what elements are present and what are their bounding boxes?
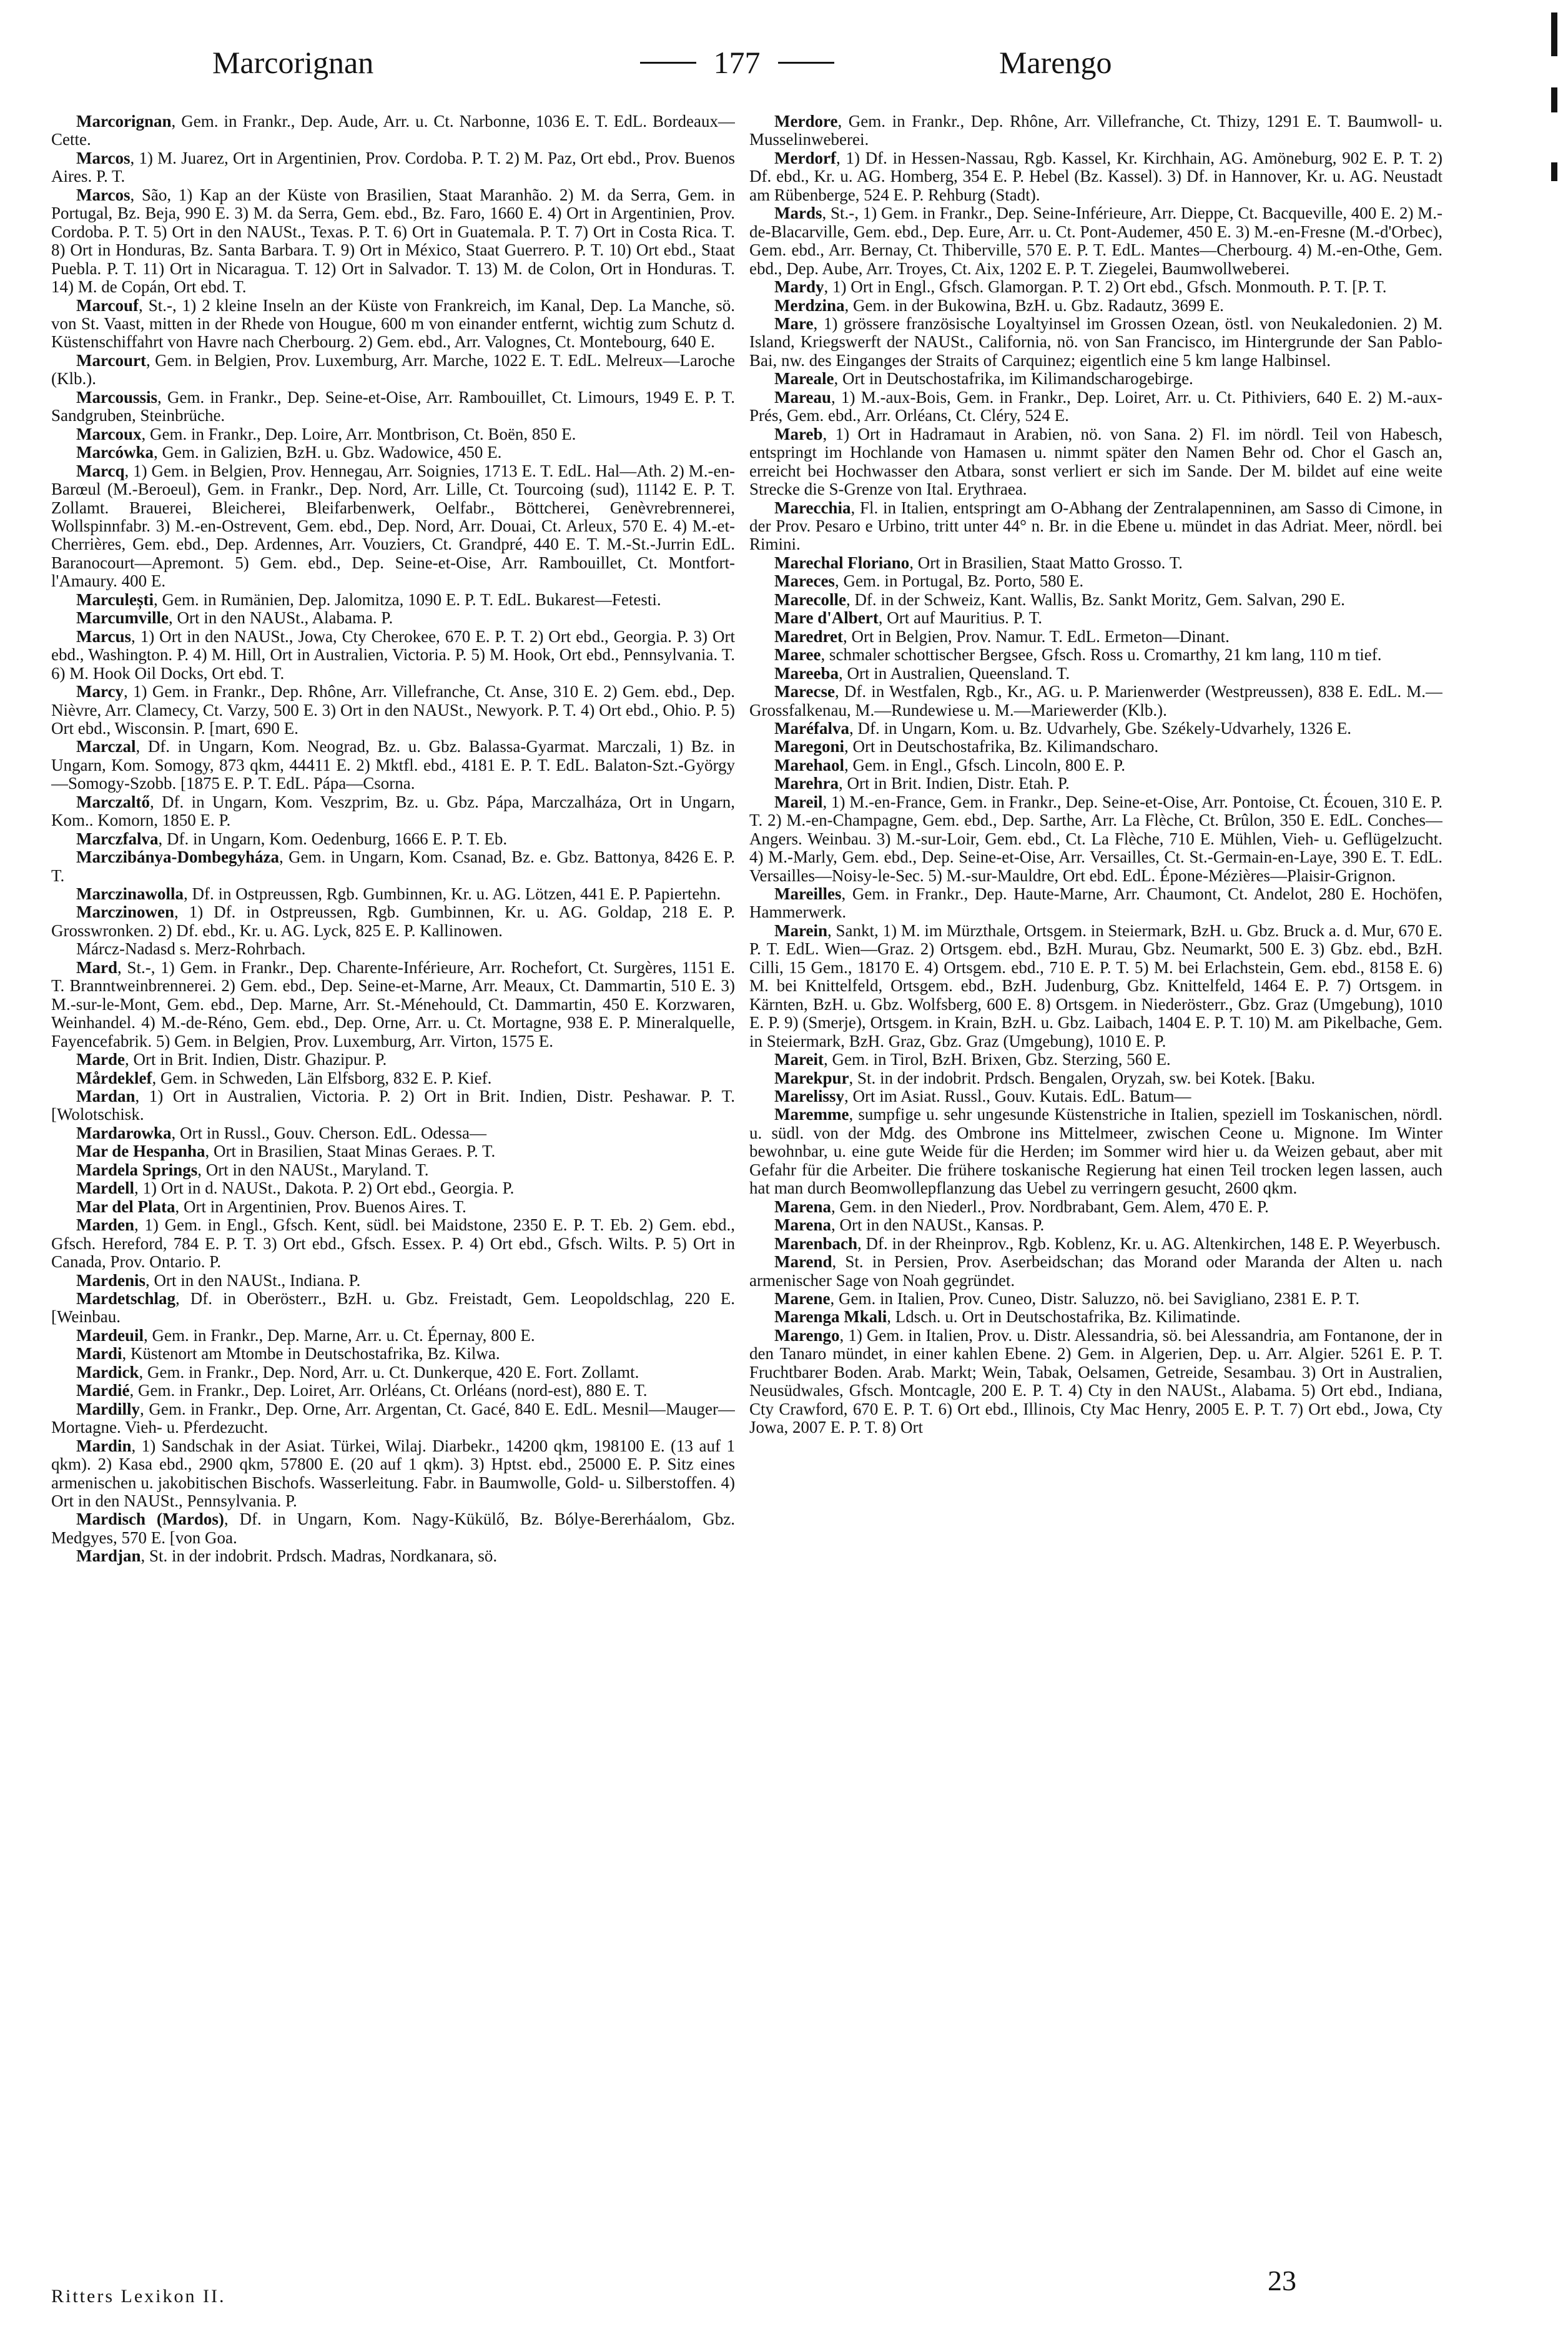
- dictionary-entry: Marczibánya-Dombegyháza, Gem. in Ungarn, Kom. Csanad, Bz. e. Gbz. Battonya, 8426 E. P. T.: [51, 848, 735, 885]
- dictionary-entry: Marculești, Gem. in Rumänien, Dep. Jalomitza, 1090 E. P. T. EdL. Bukarest—Fetesti.: [76, 590, 661, 609]
- dictionary-entry: Márcz-Nadasd s. Merz-Rohrbach.: [76, 939, 306, 959]
- dictionary-entry: Marcoux, Gem. in Frankr., Dep. Loire, Arr. Montbrison, Ct. Boën, 850 E.: [76, 424, 576, 443]
- dictionary-entry: Marczal, Df. in Ungarn, Kom. Neograd, Bz. u. Gbz. Balassa-Gyarmat. Marczali, 1) Bz. in Ungarn, Kom. Somogy, 873 qkm, 44411 E. 2) Mktfl. ebd., 4181 E. P. T. EdL. Balaton-Szt.-György—Somogy-Szobb. [1875 E. P. T. EdL. Pápa—Csorna.: [51, 737, 735, 793]
- dictionary-entry: Marcourt, Gem. in Belgien, Prov. Luxemburg, Arr. Marche, 1022 E. T. EdL. Melreux—Laroche (Klb.).: [51, 350, 735, 388]
- dictionary-entry: Marcq, 1) Gem. in Belgien, Prov. Hennegau, Arr. Soignies, 1713 E. T. EdL. Hal—Ath. 2) M.-en-Barœul (M.-Beroeul), Gem. in Frankr., Dep. Nord, Arr. Lille, Ct. Tourcoing (sud), 11142 E. P. T. Zollamt. Brauerei, Bleicherei, Bleifarbenwerk, Oelfabr., Böttcherei, Genèvrebrennerei, Wollspinnfabr. 3) M.-en-Ostrevent, Gem. ebd., Dep. Nord, Arr. Douai, Ct. Arleux, 570 E. 4) M.-et-Cherrières, Gem. ebd., Dep. Ardennes, Arr. Vouziers, Ct. Grandpré, 440 E. T. M.-St.-Jurrin EdL. Baranocourt—Apremont. 5) Gem. ebd., Dep. Seine-et-Oise, Arr. Rambouillet, Ct. Montfort-l'Amaury. 400 E.: [51, 461, 735, 591]
- dictionary-entry: Mardarowka, Ort in Russl., Gouv. Cherson. EdL. Odessa—: [76, 1123, 486, 1142]
- dictionary-entry: Maréfalva, Df. in Ungarn, Kom. u. Bz. Udvarhely, Gbe. Székely-Udvarhely, 1326 E.: [774, 718, 1352, 738]
- dictionary-entry: Mardick, Gem. in Frankr., Dep. Nord, Arr. u. Ct. Dunkerque, 420 E. Fort. Zollamt.: [76, 1362, 639, 1382]
- dictionary-entry: Marcouf, St.-, 1) 2 kleine Inseln an der Küste von Frankreich, im Kanal, Dep. La Manche, sö. von St. Vaast, mitten in der Rhede von Hougue, 600 m von einander entfernt, wichtig zum Schutz d. Küstenschiffahrt von Havre nach Cherbourg. 2) Gem. ebd., Arr. Valognes, Ct. Montebourg, 640 E.: [51, 295, 735, 352]
- running-head-right: Marengo: [999, 45, 1112, 80]
- dictionary-entry: Mareit, Gem. in Tirol, BzH. Brixen, Gbz. Sterzing, 560 E.: [774, 1050, 1171, 1069]
- left-column: [51, 112, 735, 2261]
- dictionary-entry: Marczfalva, Df. in Ungarn, Kom. Oedenburg, 1666 E. P. T. Eb.: [76, 829, 508, 848]
- header-rule-right: [778, 62, 834, 64]
- dictionary-entry: Maredret, Ort in Belgien, Prov. Namur. T. EdL. Ermeton—Dinant.: [774, 626, 1230, 646]
- dictionary-entry: Marena, Gem. in den Niederl., Prov. Nordbrabant, Gem. Alem, 470 E. P.: [774, 1197, 1269, 1216]
- dictionary-entry: Mards, St.-, 1) Gem. in Frankr., Dep. Seine-Inférieure, Arr. Dieppe, Ct. Bacqueville, 400 E. 2) M.-de-Blacarville, Gem. ebd., Dep. Eure, Arr. u. Ct. Pont-Audemer, 450 E. 3) M.-en-Fresne (M.-d'Orbec), Gem. ebd., Arr. Bernay, Ct. Thiberville, 570 E. P. T. EdL. Mantes—Cherbourg. 4) M.-en-Othe, Gem. ebd., Dep. Aube, Arr. Troyes, Ct. Aix, 1202 E. P. T. Ziegelei, Baumwollweberei.: [749, 204, 1442, 278]
- dictionary-entry: Mareale, Ort in Deutschostafrika, im Kilimandscharogebirge.: [774, 369, 1193, 388]
- dictionary-entry: Mareau, 1) M.-aux-Bois, Gem. in Frankr., Dep. Loiret, Arr. u. Ct. Pithiviers, 640 E. 2) M.-aux-Prés, Gem. ebd., Arr. Orléans, Ct. Cléry, 524 E.: [749, 387, 1442, 425]
- dictionary-entry: Marengo, 1) Gem. in Italien, Prov. u. Distr. Alessandria, sö. bei Alessandria, am Fontanone, der in den Tanaro mündet, in einer kahlen Ebene. 2) Gem. in Algerien, Dep. u. Arr. Algier. 5261 E. P. T. Fruchtbarer Boden. Arab. Markt; Wein, Tabak, Oelsamen, Getreide, Sesambau. 3) Ort in Australien, Neusüdwales, Gfsch. Montcagle, 200 E. P. T. 4) Cty in den NAUSt., Alabama. 5) Ort ebd., Indiana, Cty Crawford, 670 E. P. T. 6) Ort ebd., Illinois, Cty Mac Henry, 2005 E. P. T. 7) Ort ebd., Jowa, Cty Jowa, 2007 E. P. T. 8) Ort: [749, 1325, 1442, 1437]
- footer-signature: Ritters Lexikon II.: [51, 2286, 226, 2307]
- running-head-left: Marcorignan: [212, 45, 374, 80]
- dictionary-entry: Mar del Plata, Ort in Argentinien, Prov. Buenos Aires. T.: [76, 1197, 466, 1216]
- dictionary-entry: Merdzina, Gem. in der Bukowina, BzH. u. Gbz. Radautz, 3699 E.: [774, 295, 1224, 315]
- dictionary-entry: Marecchia, Fl. in Italien, entspringt am O-Abhang der Zentralapenninen, am Sasso di Cimone, in der Prov. Pesaro e Urbino, tritt unter 44° n. Br. in die Ebene u. mündet in das Adriat. Meer, nördl. bei Rimini.: [749, 498, 1442, 554]
- dictionary-entry: Mardy, 1) Ort in Engl., Gfsch. Glamorgan. P. T. 2) Ort ebd., Gfsch. Monmouth. P. T. [P. T.: [774, 277, 1387, 297]
- dictionary-entry: Marein, Sankt, 1) M. im Mürzthale, Ortsgem. in Steiermark, BzH. u. Gbz. Bruck a. d. Mur, 670 E. P. T. EdL. Wien—Graz. 2) Ortsgem. ebd., BzH. Murau, Gbz. Neumarkt, 500 E. 3) Gbz. ebd., BzH. Cilli, 15 Gem., 18170 E. 4) Ortsgem. ebd., 710 E. P. T. 5) M. bei Erlachstein, Gem. ebd., 8158 E. 6) M. bei Knittelfeld, Ortsgem. ebd., BzH. Judenburg, Gbz. Knittelfeld, 1464 E. P. 7) Ortsgem. in Kärnten, BzH. u. Gbz. Wolfsberg, 600 E. 8) Ortsgem. in Niederösterr., Gbz. Graz (Umgebung), 1010 E. P. 9) (Smerje), Ortsgem. in Krain, BzH. u. Gbz. Laibach, 1404 E. P. T. 10) M. am Pikelbache, Gem. in Steiermark, BzH. Graz, Gbz. Graz (Umgebung), 1010 E. P.: [749, 921, 1442, 1051]
- dictionary-entry: Mardi, Küstenort am Mtombe in Deutschostafrika, Bz. Kilwa.: [76, 1344, 500, 1363]
- dictionary-entry: Marczinowen, 1) Df. in Ostpreussen, Rgb. Gumbinnen, Kr. u. AG. Goldap, 218 E. P. Grosswronken. 2) Df. ebd., Kr. u. AG. Lyck, 825 E. P. Kallinowen.: [51, 902, 735, 940]
- dictionary-entry: Marend, St. in Persien, Prov. Aserbeidschan; das Morand oder Maranda der Alten u. nach armenischer Sage von Noah gegründet.: [749, 1252, 1442, 1290]
- dictionary-entry: Marecse, Df. in Westfalen, Rgb., Kr., AG. u. P. Marienwerder (Westpreussen), 838 E. EdL. M.—Grossfalkenau, M.—Rundewiese u. M.—Mariewerder (Klb.).: [749, 682, 1442, 719]
- page-number-block: [587, 44, 887, 81]
- dictionary-entry: Mardilly, Gem. in Frankr., Dep. Orne, Arr. Argentan, Ct. Gacé, 840 E. EdL. Mesnil—Mauger—Mortagne. Vieh- u. Pferdezucht.: [51, 1399, 735, 1437]
- dictionary-entry: Marde, Ort in Brit. Indien, Distr. Ghazipur. P.: [76, 1050, 387, 1069]
- dictionary-entry: Marcumville, Ort in den NAUSt., Alabama. P.: [76, 608, 393, 628]
- dictionary-entry: Mare d'Albert, Ort auf Mauritius. P. T.: [774, 608, 1042, 628]
- dictionary-entry: Marcus, 1) Ort in den NAUSt., Jowa, Cty Cherokee, 670 E. P. T. 2) Ort ebd., Georgia. P. 3) Ort ebd., Washington. P. 4) M. Hill, Ort in Australien, Victoria. P. 5) M. Hook, Ort ebd., Pennsylvania. T. 6) M. Hook Oil Docks, Ort ebd. T.: [51, 626, 735, 683]
- dictionary-entry: Marenga Mkali, Ldsch. u. Ort in Deutschostafrika, Bz. Kilimatinde.: [774, 1307, 1241, 1327]
- dictionary-entry: Mareeba, Ort in Australien, Queensland. T.: [774, 663, 1070, 683]
- dictionary-entry: Marcy, 1) Gem. in Frankr., Dep. Rhône, Arr. Villefranche, Ct. Anse, 310 E. 2) Gem. ebd., Dep. Nièvre, Arr. Clamecy, Ct. Varzy, 500 E. 3) Ort in den NAUSt., Newyork. P. T. 4) Ort ebd., Ohio. P. 5) Ort ebd., Wisconsin. P. [mart, 690 E.: [51, 682, 735, 738]
- dictionary-entry: Marcos, São, 1) Kap an der Küste von Brasilien, Staat Maranhão. 2) M. da Serra, Gem. in Portugal, Bz. Beja, 990 E. 3) M. da Serra, Gem. ebd., Bz. Faro, 1660 E. 4) Ort in Argentinien, Prov. Cordoba. P. T. 5) Ort in den NAUSt., Texas. P. T. 6) Ort in Guatemala. P. T. 7) Ort in Costa Rica. T. 8) Ort in Honduras, Bz. Santa Barbara. T. 9) Ort in México, Staat Guerrero. P. T. 10) Ort ebd., Staat Puebla. P. T. 11) Ort in Nicaragua. T. 12) Ort in Salvador. T. 13) M. de Colon, Ort in Honduras. T. 14) M. de Copán, Ort ebd. T.: [51, 185, 735, 297]
- dictionary-entry: Marczinawolla, Df. in Ostpreussen, Rgb. Gumbinnen, Kr. u. AG. Lötzen, 441 E. P. Papiertehn.: [76, 884, 721, 904]
- dictionary-entry: Mardisch (Mardos), Df. in Ungarn, Kom. Nagy-Kükülő, Bz. Bólye-Bererháalom, Gbz. Medgyes, 570 E. [von Goa.: [51, 1510, 735, 1547]
- dictionary-entry: Mardié, Gem. in Frankr., Dep. Loiret, Arr. Orléans, Ct. Orléans (nord-est), 880 E. T.: [76, 1381, 648, 1400]
- dictionary-entry: Mardetschlag, Df. in Oberösterr., BzH. u. Gbz. Freistadt, Gem. Leopoldschlag, 220 E. [Weinbau.: [51, 1289, 735, 1327]
- dictionary-entry: Marehra, Ort in Brit. Indien, Distr. Etah. P.: [774, 774, 1070, 793]
- dictionary-entry: Mardjan, St. in der indobrit. Prdsch. Madras, Nordkanara, sö.: [76, 1546, 498, 1566]
- header-rule-left: [640, 62, 696, 64]
- right-column: [749, 112, 1442, 2261]
- dictionary-entry: Merdore, Gem. in Frankr., Dep. Rhône, Arr. Villefranche, Ct. Thizy, 1291 E. T. Baumwoll- u. Musselinweberei.: [749, 112, 1442, 149]
- dictionary-entry: Mardela Springs, Ort in den NAUSt., Maryland. T.: [76, 1160, 429, 1179]
- dictionary-entry: Marczaltő, Df. in Ungarn, Kom. Veszprim, Bz. u. Gbz. Pápa, Marczalháza, Ort in Ungarn, Kom.. Komorn, 1850 E. P.: [51, 792, 735, 830]
- dictionary-entry: Marene, Gem. in Italien, Prov. Cuneo, Distr. Saluzzo, nö. bei Savigliano, 2381 E. P. T.: [774, 1289, 1360, 1308]
- dictionary-entry: Marcoussis, Gem. in Frankr., Dep. Seine-et-Oise, Arr. Rambouillet, Ct. Limours, 1949 E. P. T. Sandgruben, Steinbrüche.: [51, 387, 735, 425]
- dictionary-entry: Mardeuil, Gem. in Frankr., Dep. Marne, Arr. u. Ct. Épernay, 800 E.: [76, 1325, 535, 1345]
- dictionary-entry: Marehaol, Gem. in Engl., Gfsch. Lincoln, 800 E. P.: [774, 755, 1125, 774]
- dictionary-entry: Merdorf, 1) Df. in Hessen-Nassau, Rgb. Kassel, Kr. Kirchhain, AG. Amöneburg, 902 E. P. T. 2) Df. ebd., Kr. u. AG. Homberg, 354 E. P. Hebel (Bz. Kassel). 3) Df. in Hannover, Kr. u. AG. Neustadt am Rübenberge, 524 E. P. Rehburg (Stadt).: [749, 148, 1442, 204]
- dictionary-entry: Mar de Hespanha, Ort in Brasilien, Staat Minas Geraes. P. T.: [76, 1142, 496, 1161]
- dictionary-entry: Marden, 1) Gem. in Engl., Gfsch. Kent, südl. bei Maidstone, 2350 E. P. T. Eb. 2) Gem. ebd., Gfsch. Hereford, 784 E. P. T. 3) Ort ebd., Gfsch. Essex. P. 4) Ort ebd., Gfsch. Wilts. P. 5) Ort in Canada, Prov. Ontario. P.: [51, 1215, 735, 1272]
- page-number: 177: [713, 45, 761, 80]
- dictionary-entry: Marcówka, Gem. in Galizien, BzH. u. Gbz. Wadowice, 450 E.: [76, 443, 502, 462]
- dictionary-entry: Maree, schmaler schottischer Bergsee, Gfsch. Ross u. Cromarthy, 21 km lang, 110 m tief.: [774, 645, 1382, 665]
- dictionary-entry: Mardan, 1) Ort in Australien, Victoria. P. 2) Ort in Brit. Indien, Distr. Peshawar. P. T. [Wolotschisk.: [51, 1087, 735, 1124]
- page-edge-marks: [1547, 12, 1566, 2323]
- dictionary-entry: Marcorignan, Gem. in Frankr., Dep. Aude, Arr. u. Ct. Narbonne, 1036 E. T. EdL. Bordeaux—Cette.: [51, 112, 735, 149]
- dictionary-entry: Marecolle, Df. in der Schweiz, Kant. Wallis, Bz. Sankt Moritz, Gem. Salvan, 290 E.: [774, 590, 1345, 609]
- dictionary-entry: Mareil, 1) M.-en-France, Gem. in Frankr., Dep. Seine-et-Oise, Arr. Pontoise, Ct. Écouen, 310 E. P. T. 2) M.-en-Champagne, Gem. ebd., Dep. Sarthe, Arr. La Flèche, Ct. Brûlon, 350 E. EdL. Conches—Angers. Weinbau. 3) M.-sur-Loir, Gem. ebd., Ct. La Flèche, 710 E. Mühlen, Vieh- u. Geflügelzucht. 4) M.-Marly, Gem. ebd., Dep. Seine-et-Oise, Arr. Versailles, Ct. St.-Germain-en-Laye, 390 E. T. EdL. Versailles—Noisy-le-Sec. 5) M.-sur-Mauldre, Ort ebd. EdL. Épone-Mézières—Plaisir-Grignon.: [749, 792, 1442, 885]
- dictionary-entry: Maregoni, Ort in Deutschostafrika, Bz. Kilimandscharo.: [774, 737, 1159, 756]
- dictionary-entry: Marelissy, Ort im Asiat. Russl., Gouv. Kutais. EdL. Batum—: [774, 1087, 1191, 1106]
- dictionary-entry: Mareilles, Gem. in Frankr., Dep. Haute-Marne, Arr. Chaumont, Ct. Andelot, 280 E. Hochöfen, Hammerwerk.: [749, 884, 1442, 922]
- dictionary-entry: Mardin, 1) Sandschak in der Asiat. Türkei, Wilaj. Diarbekr., 14200 qkm, 198100 E. (13 auf 1 qkm). 2) Kasa ebd., 2900 qkm, 57800 E. (20 auf 1 qkm). 3) Hptst. ebd., 25000 E. P. Sitz eines armenischen u. jakobitischen Bischofs. Wasserleitung. Fabr. in Baumwolle, Gold- u. Silberstoffen. 4) Ort in den NAUSt., Pennsylvania. P.: [51, 1436, 735, 1510]
- dictionary-entry: Mårdeklef, Gem. in Schweden, Län Elfsborg, 832 E. P. Kief.: [76, 1068, 492, 1087]
- dictionary-entry: Mareb, 1) Ort in Hadramaut in Arabien, nö. von Sana. 2) Fl. im nördl. Teil von Habesch, entspringt im Hochlande von Hamasen u. nimmt später den Namen Behr od. Chor el Gasch an, erreicht bei Hochwasser den Atbara, sonst verliert er sich im Sande. Der M. bildet auf eine weite Strecke die S-Grenze von Ital. Erythraea.: [749, 424, 1442, 499]
- dictionary-entry: Marenbach, Df. in der Rheinprov., Rgb. Koblenz, Kr. u. AG. Altenkirchen, 148 E. P. Weyerbusch.: [774, 1234, 1441, 1253]
- dictionary-entry: Marcos, 1) M. Juarez, Ort in Argentinien, Prov. Cordoba. P. T. 2) M. Paz, Ort ebd., Prov. Buenos Aires. P. T.: [51, 148, 735, 186]
- dictionary-entry: Mare, 1) grössere französische Loyaltyinsel im Grossen Ozean, östl. von Neukaledonien. 2) M. Island, Kriegswerft der NAUSt., California, nö. von San Francisco, im Hintergrunde der San Pablo-Bai, nw. des Einganges der Straits of Carquinez; eigentlich eine 5 km lange Halbinsel.: [749, 314, 1442, 370]
- dictionary-entry: Marechal Floriano, Ort in Brasilien, Staat Matto Grosso. T.: [774, 553, 1183, 572]
- dictionary-entry: Mard, St.-, 1) Gem. in Frankr., Dep. Charente-Inférieure, Arr. Rochefort, Ct. Surgères, 1151 E. T. Branntweinbrennerei. 2) Gem. ebd., Dep. Seine-et-Marne, Arr. Meaux, Ct. Dammartin, 510 E. 3) M.-sur-le-Mont, Gem. ebd., Dep. Marne, Arr. St.-Ménehould, Ct. Dammartin, 450 E. Korzwaren, Weinhandel. 4) M.-de-Réno, Gem. ebd., Dep. Orne, Arr. u. Ct. Mortagne, 938 E. P. Mineralquelle, Fayencefabrik. 5) Gem. in Belgien, Prov. Luxemburg, Arr. Virton, 1575 E.: [51, 957, 735, 1051]
- dictionary-entry: Marena, Ort in den NAUSt., Kansas. P.: [774, 1215, 1045, 1235]
- dictionary-entry: Maremme, sumpfige u. sehr ungesunde Küstenstriche in Italien, speziell im Toskanischen, nördl. u. südl. von der Mdg. des Ombrone ins Mittelmeer, zwischen Ceone u. Mignone. Im Winter bewohnbar, u. eine gute Weide für die Herden; im Sommer wird hier u. da Weizen gebaut, aber mit Gefahr für die Arbeiter. Die frühere toskanische Regierung hat einen Teil trocken legen lassen, auch hat man durch Beomwollepflanzung das Uebel zu verringern gesucht, 2600 qkm.: [749, 1105, 1442, 1198]
- dictionary-entry: Mareces, Gem. in Portugal, Bz. Porto, 580 E.: [774, 571, 1084, 591]
- dictionary-entry: Mardenis, Ort in den NAUSt., Indiana. P.: [76, 1270, 361, 1290]
- signature-mark: 23: [1268, 2265, 1296, 2297]
- dictionary-entry: Mardell, 1) Ort in d. NAUSt., Dakota. P. 2) Ort ebd., Georgia. P.: [76, 1179, 515, 1198]
- dictionary-entry: Marekpur, St. in der indobrit. Prdsch. Bengalen, Oryzah, sw. bei Kotek. [Baku.: [774, 1068, 1316, 1087]
